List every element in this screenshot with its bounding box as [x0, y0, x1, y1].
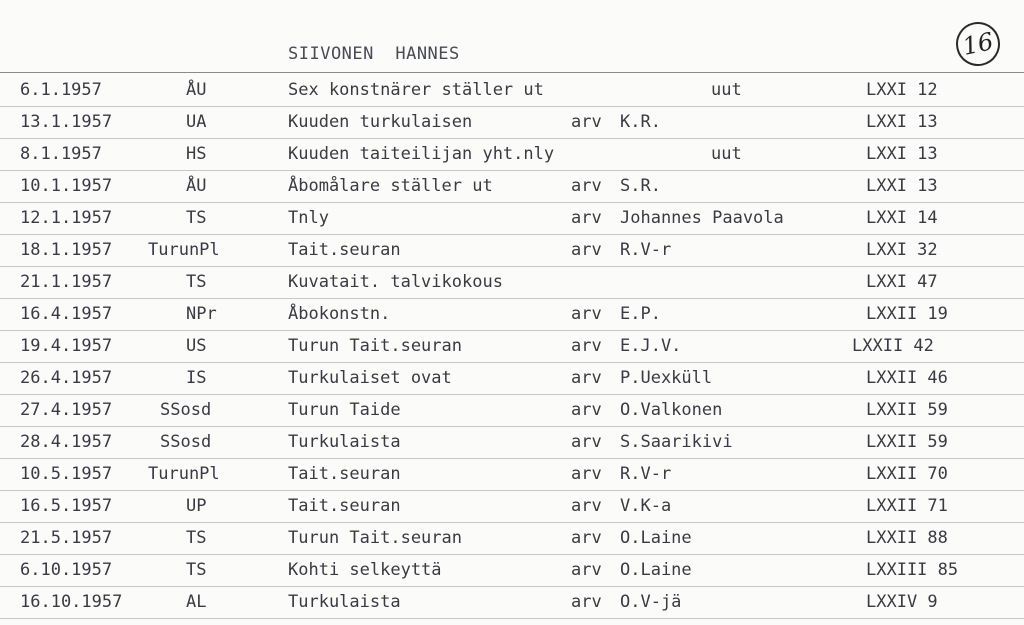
entry-heading: Åbomålare ställer ut — [288, 176, 493, 196]
entry-paper: ÅU — [186, 80, 207, 100]
entry-ref: LXXI 47 — [866, 272, 938, 292]
entry-row — [0, 522, 1024, 554]
entry-kind: arv — [571, 304, 602, 324]
card-title: SIIVONEN HANNES — [288, 44, 460, 64]
entry-date: 6.1.1957 — [20, 80, 102, 100]
entry-row — [0, 426, 1024, 458]
entry-date: 21.1.1957 — [20, 272, 113, 292]
entry-kind: arv — [571, 112, 602, 132]
entry-row — [0, 138, 1024, 170]
entry-row — [0, 298, 1024, 330]
entry-kind: arv — [571, 368, 602, 388]
entry-author: V.K-a — [620, 496, 672, 516]
entry-kind: arv — [571, 528, 602, 548]
entry-heading: Turun Taide — [288, 400, 401, 420]
entry-row — [0, 362, 1024, 394]
entry-author: P.Uexküll — [620, 368, 713, 388]
entry-paper: TS — [186, 272, 207, 292]
entry-ref: LXXIV 9 — [866, 592, 938, 612]
entry-row — [0, 266, 1024, 298]
entry-ref: LXXIII 85 — [866, 560, 959, 580]
entry-row — [0, 394, 1024, 426]
entry-kind: arv — [571, 240, 602, 260]
entry-paper: NPr — [186, 304, 217, 324]
entry-date: 16.10.1957 — [20, 592, 123, 612]
entry-ref: LXXII 88 — [866, 528, 948, 548]
entry-author: E.J.V. — [620, 336, 682, 356]
entry-author: E.P. — [620, 304, 661, 324]
entry-author: K.R. — [620, 112, 661, 132]
entry-kind: arv — [571, 400, 602, 420]
entry-heading: Kuuden taiteilijan yht.nly — [288, 144, 555, 164]
entry-kind: arv — [571, 496, 602, 516]
entry-date: 21.5.1957 — [20, 528, 113, 548]
entry-date: 13.1.1957 — [20, 112, 113, 132]
entry-author: Johannes Paavola — [620, 208, 784, 228]
entry-ref: LXXII 59 — [866, 400, 948, 420]
entry-kind: arv — [571, 432, 602, 452]
entry-paper: UA — [186, 112, 207, 132]
entry-ref: LXXII 70 — [866, 464, 948, 484]
entry-date: 6.10.1957 — [20, 560, 113, 580]
page-number-circled: 16 — [952, 18, 1004, 70]
entry-paper: SSosd — [160, 400, 212, 420]
entry-heading: Åbokonstn. — [288, 304, 391, 324]
entry-date: 10.5.1957 — [20, 464, 113, 484]
entry-kind: arv — [571, 176, 602, 196]
entry-author: O.Laine — [620, 528, 692, 548]
entry-row — [0, 458, 1024, 490]
entry-date: 19.4.1957 — [20, 336, 113, 356]
entry-row — [0, 330, 1024, 362]
entry-heading: Turkulaista — [288, 592, 401, 612]
entry-date: 28.4.1957 — [20, 432, 113, 452]
entry-date: 18.1.1957 — [20, 240, 113, 260]
entry-row — [0, 586, 1024, 618]
entry-heading: Kuuden turkulaisen — [288, 112, 473, 132]
entry-date: 16.5.1957 — [20, 496, 113, 516]
header-rule — [0, 72, 1024, 73]
entry-heading: Kohti selkeyttä — [288, 560, 442, 580]
entry-heading: Kuvatait. talvikokous — [288, 272, 503, 292]
entry-ref: LXXI 13 — [866, 112, 938, 132]
entry-author: O.V-jä — [620, 592, 682, 612]
entry-author: S.Saarikivi — [620, 432, 733, 452]
entry-kind: arv — [571, 464, 602, 484]
entry-row — [0, 106, 1024, 138]
entry-paper: TS — [186, 528, 207, 548]
entry-paper: ÅU — [186, 176, 207, 196]
entry-paper: HS — [186, 144, 207, 164]
entry-heading: Tait.seuran — [288, 464, 401, 484]
row-rule — [0, 618, 1024, 619]
entry-author: R.V-r — [620, 240, 672, 260]
entry-author: O.Valkonen — [620, 400, 723, 420]
entry-extra: uut — [711, 144, 742, 164]
entry-ref: LXXI 13 — [866, 144, 938, 164]
entry-heading: Tnly — [288, 208, 329, 228]
entry-ref: LXXII 71 — [866, 496, 948, 516]
entry-kind: arv — [571, 208, 602, 228]
entry-heading: Tait.seuran — [288, 496, 401, 516]
entry-heading: Turkulaiset ovat — [288, 368, 452, 388]
entry-kind: arv — [571, 560, 602, 580]
entry-paper: US — [186, 336, 207, 356]
entry-date: 12.1.1957 — [20, 208, 113, 228]
entry-row — [0, 490, 1024, 522]
entry-paper: TS — [186, 560, 207, 580]
entry-kind: arv — [571, 336, 602, 356]
entry-row — [0, 202, 1024, 234]
entry-row — [0, 234, 1024, 266]
entry-date: 10.1.1957 — [20, 176, 113, 196]
entry-ref: LXXI 12 — [866, 80, 938, 100]
entry-heading: Tait.seuran — [288, 240, 401, 260]
entry-author: R.V-r — [620, 464, 672, 484]
entry-date: 8.1.1957 — [20, 144, 102, 164]
entry-row — [0, 170, 1024, 202]
entry-heading: Turun Tait.seuran — [288, 528, 462, 548]
entry-date: 27.4.1957 — [20, 400, 113, 420]
entry-ref: LXXI 32 — [866, 240, 938, 260]
entry-kind: arv — [571, 592, 602, 612]
entry-ref: LXXII 19 — [866, 304, 948, 324]
entry-paper: UP — [186, 496, 207, 516]
entry-paper: AL — [186, 592, 207, 612]
entry-paper: TurunPl — [148, 240, 220, 260]
entry-ref: LXXII 42 — [852, 336, 934, 356]
entry-paper: TurunPl — [148, 464, 220, 484]
entry-paper: SSosd — [160, 432, 212, 452]
entry-row — [0, 74, 1024, 106]
entry-ref: LXXI 13 — [866, 176, 938, 196]
entry-date: 26.4.1957 — [20, 368, 113, 388]
entry-extra: uut — [711, 80, 742, 100]
entry-date: 16.4.1957 — [20, 304, 113, 324]
entry-paper: IS — [186, 368, 207, 388]
entry-heading: Sex konstnärer ställer ut — [288, 80, 544, 100]
entry-row — [0, 554, 1024, 586]
entry-ref: LXXI 14 — [866, 208, 938, 228]
entry-ref: LXXII 46 — [866, 368, 948, 388]
entry-author: O.Laine — [620, 560, 692, 580]
entry-heading: Turkulaista — [288, 432, 401, 452]
entry-ref: LXXII 59 — [866, 432, 948, 452]
entry-paper: TS — [186, 208, 207, 228]
entry-author: S.R. — [620, 176, 661, 196]
entry-heading: Turun Tait.seuran — [288, 336, 462, 356]
